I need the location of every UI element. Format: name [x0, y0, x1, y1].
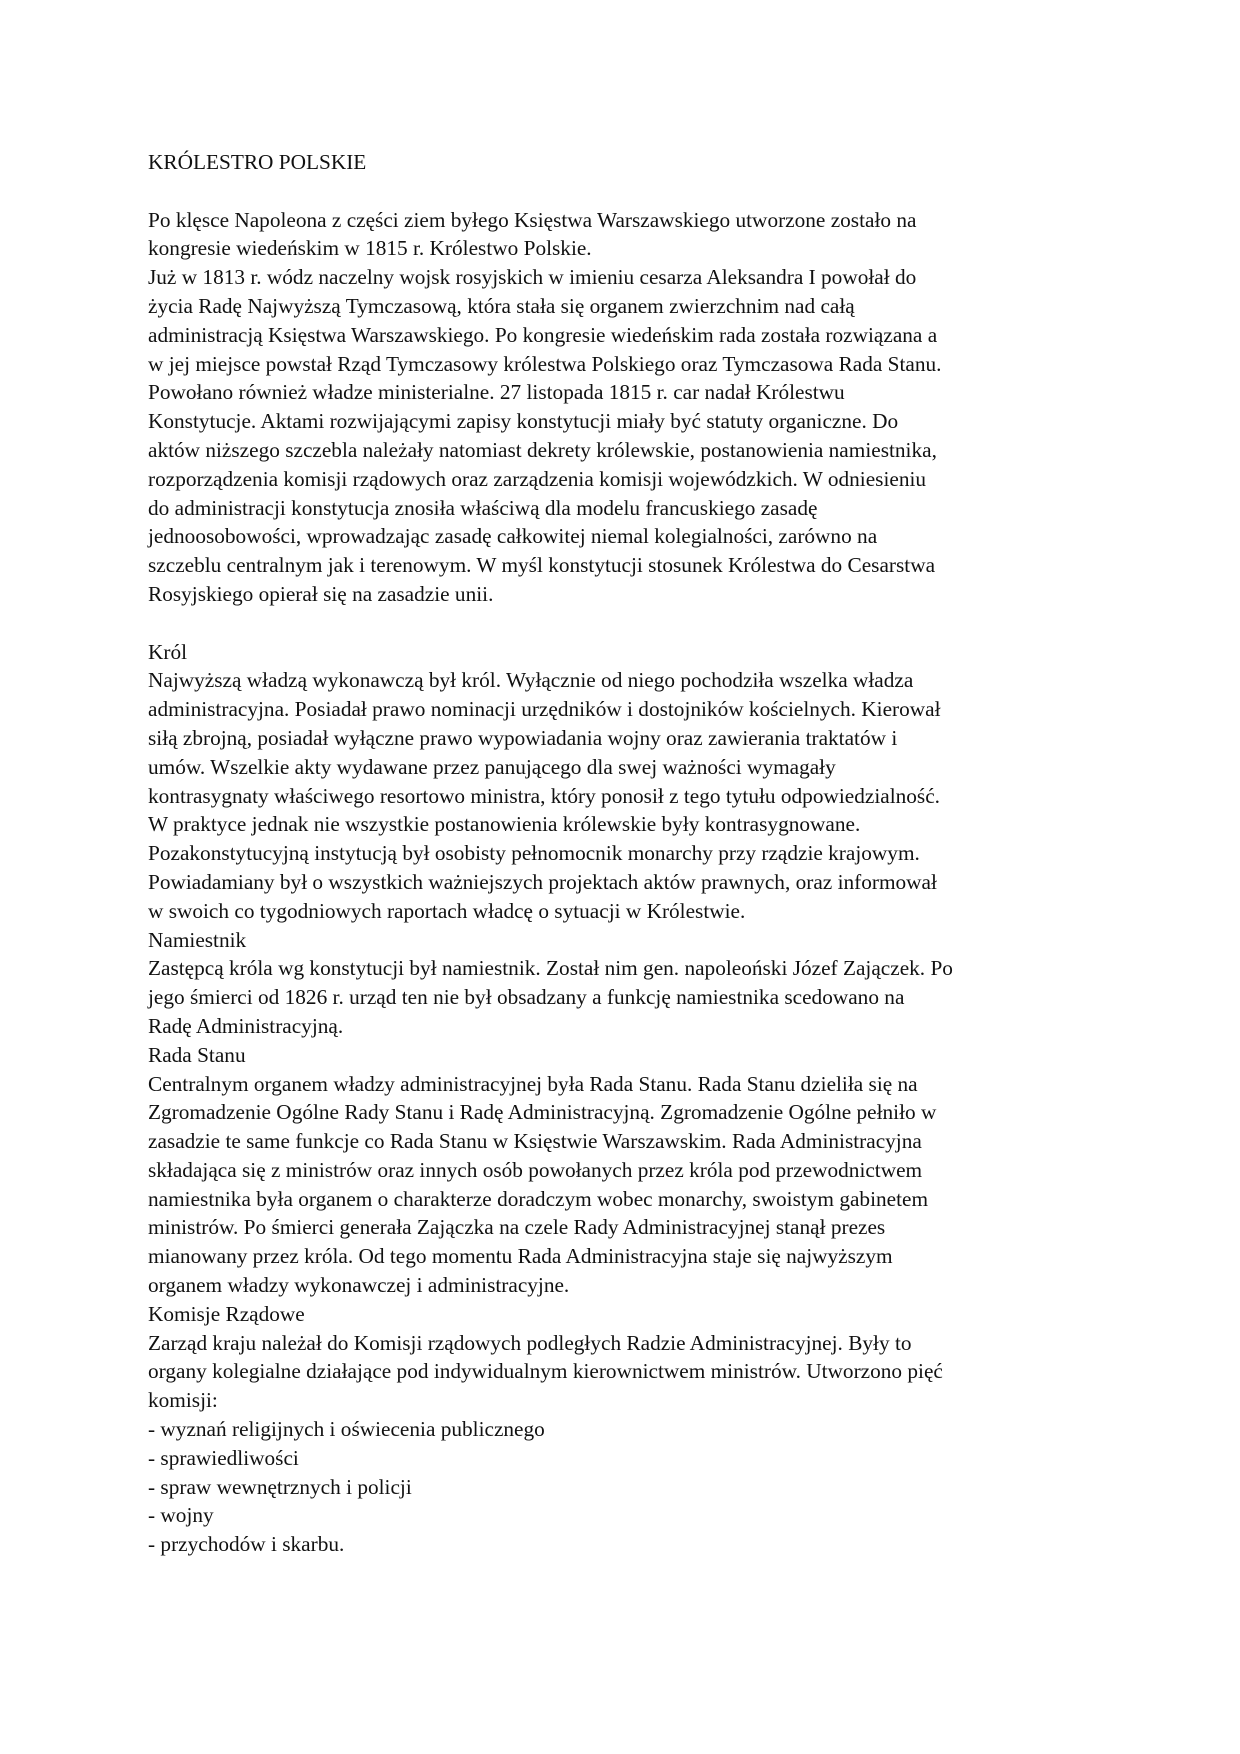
intro-paragraph	[148, 206, 1108, 609]
list-item: - wojny	[148, 1503, 214, 1528]
text-line: Centralnym organem władzy administracyjnej była Rada Stanu. Rada Stanu dzieliła się na	[148, 1071, 918, 1096]
document-page	[148, 148, 1108, 1559]
text-line: Powiadamiany był o wszystkich ważniejszych projektach aktów prawnych, oraz informował	[148, 869, 937, 894]
text-line: do administracji konstytucja znosiła właściwą dla modelu francuskiego zasadę	[148, 495, 818, 520]
document-title: KRÓLESTRO POLSKIE	[148, 150, 367, 174]
text-line: administracją Księstwa Warszawskiego. Po kongresie wiedeńskim rada została rozwiązana a	[148, 322, 938, 347]
text-line: życia Radę Najwyższą Tymczasową, która stała się organem zwierzchnim nad całą	[148, 293, 855, 318]
text-line: mianowany przez króla. Od tego momentu Rada Administracyjna staje się najwyższym	[148, 1244, 893, 1269]
section-heading-krol: Król	[148, 639, 188, 664]
section-heading-namiestnik: Namiestnik	[148, 927, 247, 952]
namiestnik-paragraph	[148, 954, 1108, 1040]
list-item: - sprawiedliwości	[148, 1445, 299, 1470]
blank-line	[148, 177, 1108, 206]
text-line: Powołano również władze ministerialne. 27 listopada 1815 r. car nadał Królestwu	[148, 380, 845, 405]
text-line: kongresie wiedeńskim w 1815 r. Królestwo Polskie.	[148, 236, 592, 261]
text-line: Po klęsce Napoleona z części ziem byłego Księstwa Warszawskiego utworzone zostało na	[148, 207, 917, 232]
text-line: jednoosobowości, wprowadzając zasadę całkowitej niemal kolegialności, zarówno na	[148, 524, 878, 549]
text-line: ministrów. Po śmierci generała Zajączka na czele Rady Administracyjnej stanął prezes	[148, 1215, 886, 1240]
text-line: Rosyjskiego opierał się na zasadzie unii.	[148, 581, 494, 606]
krol-paragraph	[148, 666, 1108, 925]
text-line: Zgromadzenie Ogólne Rady Stanu i Radę Administracyjną. Zgromadzenie Ogólne pełniło w	[148, 1100, 937, 1125]
text-line: umów. Wszelkie akty wydawane przez panującego dla swej ważności wymagały	[148, 754, 836, 779]
text-line: Zastępcą króla wg konstytucji był namiestnik. Został nim gen. napoleoński Józef Zajączek. Po	[148, 956, 953, 981]
text-line: siłą zbrojną, posiadał wyłączne prawo wypowiadania wojny oraz zawierania traktatów i	[148, 725, 898, 750]
text-line: aktów niższego szczebla należały natomiast dekrety królewskie, postanowienia namiestnika,	[148, 437, 937, 462]
text-line: namiestnika była organem o charakterze doradczym wobec monarchy, swoistym gabinetem	[148, 1186, 929, 1211]
text-line: jego śmierci od 1826 r. urząd ten nie był obsadzany a funkcję namiestnika scedowano na	[148, 985, 905, 1010]
section-heading-komisje-rzadowe: Komisje Rządowe	[148, 1301, 305, 1326]
text-line: w swoich co tygodniowych raportach władcę o sytuacji w Królestwie.	[148, 898, 746, 923]
text-line: administracyjna. Posiadał prawo nominacji urzędników i dostojników kościelnych. Kierował	[148, 697, 941, 722]
text-line: składająca się z ministrów oraz innych osób powołanych przez króla pod przewodnictwem	[148, 1157, 923, 1182]
list-item: - spraw wewnętrznych i policji	[148, 1474, 412, 1499]
list-item: - wyznań religijnych i oświecenia publicznego	[148, 1417, 545, 1442]
text-line: rozporządzenia komisji rządowych oraz zarządzenia komisji wojewódzkich. W odniesieniu	[148, 466, 927, 491]
text-line: Konstytucje. Aktami rozwijającymi zapisy konstytucji miały być statuty organiczne. Do	[148, 409, 899, 434]
text-line: W praktyce jednak nie wszystkie postanowienia królewskie były kontrasygnowane.	[148, 812, 861, 837]
section-heading-rada-stanu: Rada Stanu	[148, 1042, 246, 1067]
komisje-list	[148, 1415, 1108, 1559]
text-line: organy kolegialne działające pod indywidualnym kierownictwem ministrów. Utworzono pięć	[148, 1359, 943, 1384]
text-line: organem władzy wykonawczej i administracyjne.	[148, 1273, 570, 1298]
komisje-paragraph	[148, 1329, 1108, 1415]
text-line: Radę Administracyjną.	[148, 1013, 344, 1038]
text-line: szczeblu centralnym jak i terenowym. W myśl konstytucji stosunek Królestwa do Cesarstwa	[148, 553, 936, 578]
text-line: w jej miejsce powstał Rząd Tymczasowy królestwa Polskiego oraz Tymczasowa Rada Stanu.	[148, 351, 942, 376]
list-item: - przychodów i skarbu.	[148, 1532, 345, 1557]
rada-stanu-paragraph	[148, 1070, 1108, 1300]
text-line: Już w 1813 r. wódz naczelny wojsk rosyjskich w imieniu cesarza Aleksandra I powołał do	[148, 265, 917, 290]
text-line: Pozakonstytucyjną instytucją był osobisty pełnomocnik monarchy przy rządzie krajowym.	[148, 841, 920, 866]
text-line: Zarząd kraju należał do Komisji rządowych podległych Radzie Administracyjnej. Były to	[148, 1330, 912, 1355]
blank-line	[148, 609, 1108, 638]
text-line: zasadzie te same funkcje co Rada Stanu w Księstwie Warszawskim. Rada Administracyjna	[148, 1129, 922, 1154]
text-line: komisji:	[148, 1388, 218, 1413]
text-line: kontrasygnaty właściwego resortowo ministra, który ponosił z tego tytułu odpowiedzialność.	[148, 783, 940, 808]
text-line: Najwyższą władzą wykonawczą był król. Wyłącznie od niego pochodziła wszelka władza	[148, 668, 914, 693]
